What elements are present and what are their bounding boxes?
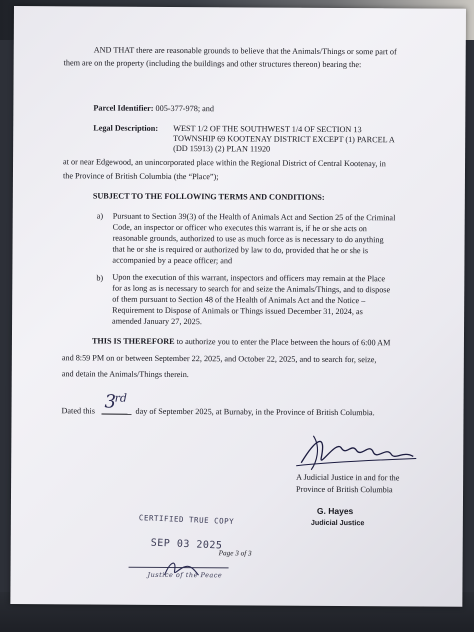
dated-day-underline xyxy=(102,414,132,415)
page-number: Page 3 of 3 xyxy=(218,549,252,558)
signer-line-1: A Judicial Justice in and for the xyxy=(296,472,400,483)
certified-stamp: CERTIFIED TRUE COPY xyxy=(138,513,235,527)
signer-title: Judicial Justice xyxy=(310,517,365,528)
legal-line-2: TOWNSHIP 69 KOOTENAY DISTRICT EXCEPT (1) PARCEL A xyxy=(173,133,395,145)
signature-graphic xyxy=(291,428,421,477)
therefore-line-2: and 8:59 PM on or between September 22, 2025, and October 22, 2025, and to search for, seize, xyxy=(61,353,377,365)
item-b-line-1: Upon the execution of this warrant, inspectors and officers may remain at the Place xyxy=(112,272,386,284)
therefore-line-3: and detain the Animals/Things therein. xyxy=(61,369,189,380)
dated-prefix: Dated this xyxy=(61,406,95,416)
intro-paragraph xyxy=(64,44,414,71)
stamp-date: SEP 03 2025 xyxy=(150,537,223,552)
dated-rest: day of September 2025, at Burnaby, in the Province of British Columbia. xyxy=(135,406,375,418)
legal-line-3: (DD 15913) (2) PLAN 11920 xyxy=(173,143,271,154)
dated-day-handwritten: 3 xyxy=(104,391,117,413)
legal-label: Legal Description: xyxy=(93,123,159,133)
item-b-line-5: amended January 27, 2025. xyxy=(112,316,202,327)
location-line-1: at or near Edgewood, an unincorporated place within the Regional District of Central Kootenay, in xyxy=(63,157,386,169)
item-b-line-2: for as long as is necessary to search for and seize the Animals/Things, and to dispose xyxy=(112,283,391,295)
dated-suffix-handwritten: rd xyxy=(114,391,127,405)
item-a-line-4: that he or she is required or authorized by law to do, provided that he or she is xyxy=(112,244,369,256)
item-a-line-1: Pursuant to Section 39(3) of the Health of Animals Act and Section 25 of the Criminal xyxy=(112,211,396,223)
therefore-text: to authorize you to enter the Place between the hours of 6:00 AM xyxy=(176,337,391,348)
intro-text: AND THAT there are reasonable grounds to believe that the Animals/Things or some part of them are on the property (including the buildings and other structures thereon) bearing the: xyxy=(63,45,397,69)
item-a-letter: a) xyxy=(96,211,104,221)
item-a-line-2: Code, an inspector or officer who executes this warrant is, if he or she acts on xyxy=(112,222,367,234)
signer-line-2: Province of British Columbia xyxy=(296,484,393,495)
parcel-value: 005-377-978; and xyxy=(155,103,215,114)
item-a-line-3: reasonable grounds, authorized to use as much force as is necessary to do anything xyxy=(112,233,384,245)
item-a-line-5: accompanied by a peace officer; and xyxy=(112,255,233,266)
item-b-letter: b) xyxy=(96,273,104,283)
therefore-bold: THIS IS THEREFORE xyxy=(91,336,175,346)
parcel-line xyxy=(93,101,214,115)
item-b-line-3: of them pursuant to Section 48 of the Health of Animals Act and the Notice – xyxy=(112,294,366,306)
stamp-jp-label: Justice of the Peace xyxy=(147,570,223,580)
signer-name: G. Hayes xyxy=(316,505,354,517)
therefore-line-1 xyxy=(92,334,391,349)
parcel-label: Parcel Identifier: xyxy=(93,103,154,113)
item-b-line-4: Requirement to Dispose of Animals or Things issued December 31, 2024, as xyxy=(112,305,363,317)
conditions-heading: SUBJECT TO THE FOLLOWING TERMS AND CONDITIONS: xyxy=(92,191,325,202)
document-page xyxy=(10,6,466,607)
legal-line-1: WEST 1/2 OF THE SOUTHWEST 1/4 OF SECTION 13 xyxy=(173,123,362,135)
location-line-2: the Province of British Columbia (the “Place”); xyxy=(62,171,219,182)
